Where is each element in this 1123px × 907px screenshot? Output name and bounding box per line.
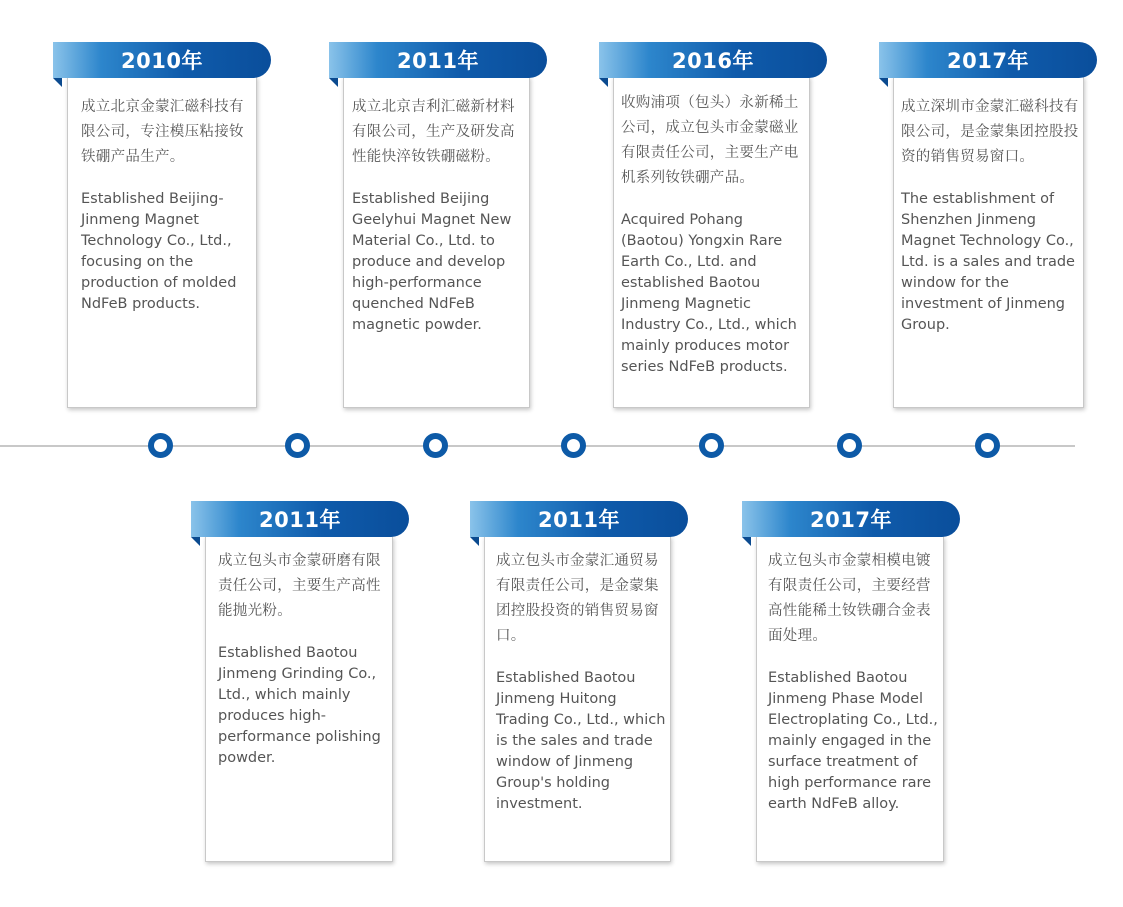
milestone-year-banner: 2011年 (191, 501, 409, 537)
milestone-card (343, 76, 530, 408)
milestone-description-zh: 成立深圳市金蒙汇磁科技有限公司，是金蒙集团控股投资的销售贸易窗口。 (901, 99, 1079, 165)
milestone-description-en: Established Baotou Jinmeng Phase Model Electroplating Co., Ltd., mainly engaged in the surface treatment of high performance rare earth NdFeB alloy. (768, 670, 938, 812)
banner-fold (329, 78, 338, 87)
milestone-year-banner: 2011年 (329, 42, 547, 78)
milestone-description-en: Established Baotou Jinmeng Huitong Trading Co., Ltd., which is the sales and trade window of Jinmeng Group's holding investment. (496, 670, 666, 812)
banner-fold (879, 78, 888, 87)
timeline-node (423, 433, 448, 458)
milestone-card (484, 536, 671, 862)
milestone-year-banner: 2017年 (879, 42, 1097, 78)
milestone-description-zh: 成立包头市金蒙相模电镀有限责任公司，主要经营高性能稀土钕铁硼合金表面处理。 (768, 553, 931, 644)
milestone-card (613, 76, 810, 408)
banner-fold (53, 78, 62, 87)
milestone-description-zh: 成立北京吉利汇磁新材料有限公司，生产及研发高性能快淬钕铁硼磁粉。 (352, 99, 515, 165)
milestone-description-zh: 成立包头市金蒙汇通贸易有限责任公司，是金蒙集团控股投资的销售贸易窗口。 (496, 553, 659, 644)
timeline-node (561, 433, 586, 458)
milestone-card (756, 536, 944, 862)
banner-fold (470, 537, 479, 546)
milestone-year-banner: 2011年 (470, 501, 688, 537)
milestone-year-banner: 2016年 (599, 42, 827, 78)
milestone-description-en: Established Beijing-Jinmeng Magnet Technology Co., Ltd., focusing on the production of molded NdFeB products. (81, 191, 237, 312)
timeline-node (837, 433, 862, 458)
milestone-description-zh: 成立北京金蒙汇磁科技有限公司，专注模压粘接钕铁硼产品生产。 (81, 99, 244, 165)
milestone-card (67, 76, 257, 408)
milestone-description-en: Established Baotou Jinmeng Grinding Co., Ltd., which mainly produces high-performance polishing powder. (218, 645, 381, 766)
milestone-description-en: Acquired Pohang (Baotou) Yongxin Rare Earth Co., Ltd. and established Baotou Jinmeng Magnetic Industry Co., Ltd., which mainly produces motor series NdFeB products. (621, 212, 797, 375)
banner-fold (599, 78, 608, 87)
milestone-card (893, 76, 1084, 408)
timeline-node (148, 433, 173, 458)
milestone-year-banner: 2017年 (742, 501, 960, 537)
milestone-description-en: The establishment of Shenzhen Jinmeng Magnet Technology Co., Ltd. is a sales and trade window for the investment of Jinmeng Group. (901, 191, 1075, 333)
timeline-node (285, 433, 310, 458)
banner-fold (191, 537, 200, 546)
timeline-node (975, 433, 1000, 458)
timeline-node (699, 433, 724, 458)
milestone-description-zh: 成立包头市金蒙研磨有限责任公司，主要生产高性能抛光粉。 (218, 553, 381, 619)
banner-fold (742, 537, 751, 546)
milestone-description-zh: 收购浦项（包头）永新稀土公司，成立包头市金蒙磁业有限责任公司，主要生产电机系列钕铁硼产品。 (621, 95, 799, 186)
milestone-card (205, 536, 393, 862)
milestone-description-en: Established Beijing Geelyhui Magnet New Material Co., Ltd. to produce and develop high-performance quenched NdFeB magnetic powder. (352, 191, 512, 333)
milestone-year-banner: 2010年 (53, 42, 271, 78)
